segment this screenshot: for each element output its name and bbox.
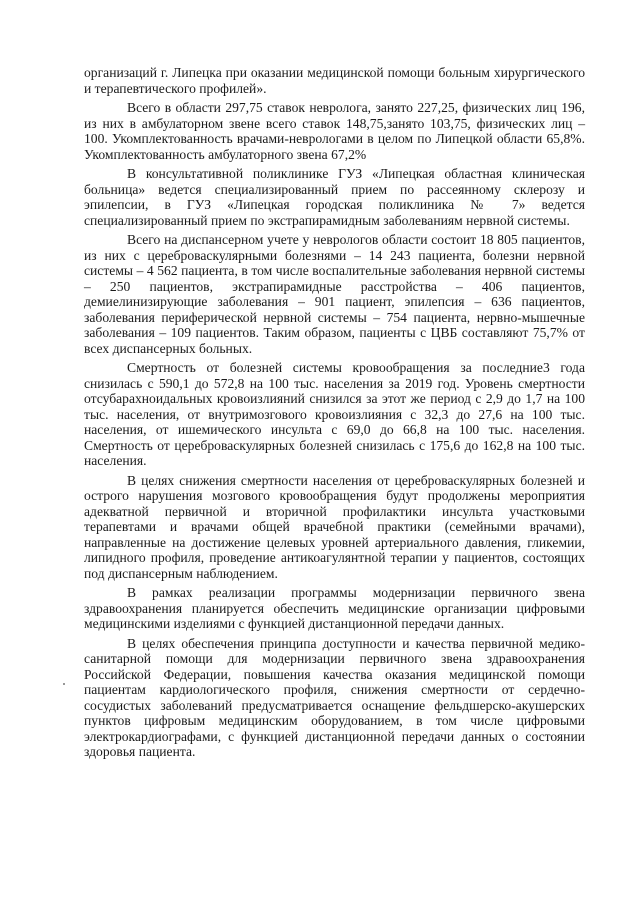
paragraph-dispensary-registry: Всего на диспансерном учете у неврологов области состоит 18 805 пациентов, из них с цереброваскулярными болезнями – 14 243 пациента, болезни нервной системы – 4 562 пациента, в том числе воспалительные заболевания нервной системы – 250 пациентов, экстрапирамидные расстройства – 406 пациентов, демиелинизирующие заболевания – 901 пациент, эпилепсия – 636 пациентов, заболевания периферической нервной системы – 754 пациента, нервно-мышечные заболевания – 109 пациентов. Таким образом, пациенты с ЦВБ составляют 75,7% от всех диспансерных больных. (84, 232, 585, 356)
paragraph-neurologist-staffing: Всего в области 297,75 ставок невролога, занято 227,25, физических лиц 196, из них в амбулаторном звене всего ставок 148,75,занято 103,75, физических лиц – 100. Укомплектованность врачами-неврологами в целом по Липецкой области 65,8%. Укомплектованность амбулаторного звена 67,2% (84, 100, 585, 162)
paragraph-specialized-clinics: В консультативной поликлинике ГУЗ «Липецкая областная клиническая больница» ведется специализированный прием по рассеянному склерозу и эпилепсии, в ГУЗ «Липецкая городская поликлиника № 7» ведется специализированный прием по экстрапирамидным заболеваниям нервной системы. (84, 166, 585, 228)
scan-speck (63, 683, 65, 685)
paragraph-digital-equipment: В целях обеспечения принципа доступности и качества первичной медико-санитарной помощи для модернизации первичного звена здравоохранения Российской Федерации, повышения качества оказания медицинской помощи пациентам кардиологического профиля, снижения смертности от сердечно-сосудистых заболеваний предусматривается оснащение фельдшерско-акушерских пунктов цифровым медицинским оборудованием, в том числе цифровыми электрокардиографами, с функцией дистанционной передачи данных о состоянии здоровья пациента. (84, 635, 585, 759)
document-body (84, 65, 585, 760)
paragraph-mortality-stats: Смертность от болезней системы кровообращения за последние3 года снизилась с 590,1 до 572,8 на 100 тыс. населения за 2019 год. Уровень смертности отсубарахноидальных кровоизлияний снизился за этот же период с 2,9 до 1,7 на 100 тыс. населения, от внутримозгового кровоизлияния с 32,3 до 27,6 на 100 тыс. населения, от ишемического инсульта с 69,0 до 66,8 на 100 тыс. населения. Смертность от цереброваскулярных болезней снизилась с 175,6 до 162,8 на 100 тыс. населения. (84, 360, 585, 468)
paragraph-modernization-program: В рамках реализации программы модернизации первичного звена здравоохранения планируется обеспечить медицинские организации цифровыми медицинскими изделиями с функцией дистанционной передачи данных. (84, 585, 585, 631)
paragraph-continuation: организаций г. Липецка при оказании медицинской помощи больным хирургического и терапевтического профилей». (84, 65, 585, 96)
paragraph-prevention-measures: В целях снижения смертности населения от цереброваскулярных болезней и острого нарушения мозгового кровообращения будут продолжены мероприятия адекватной первичной и вторичной профилактики инсульта участковыми терапевтами и врачами общей врачебной практики (семейными врачами), направленные на достижение целевых уровней артериального давления, гликемии, липидного профиля, проведение антикоагулянтной терапии у пациентов, состоящих под диспансерным наблюдением. (84, 472, 585, 581)
